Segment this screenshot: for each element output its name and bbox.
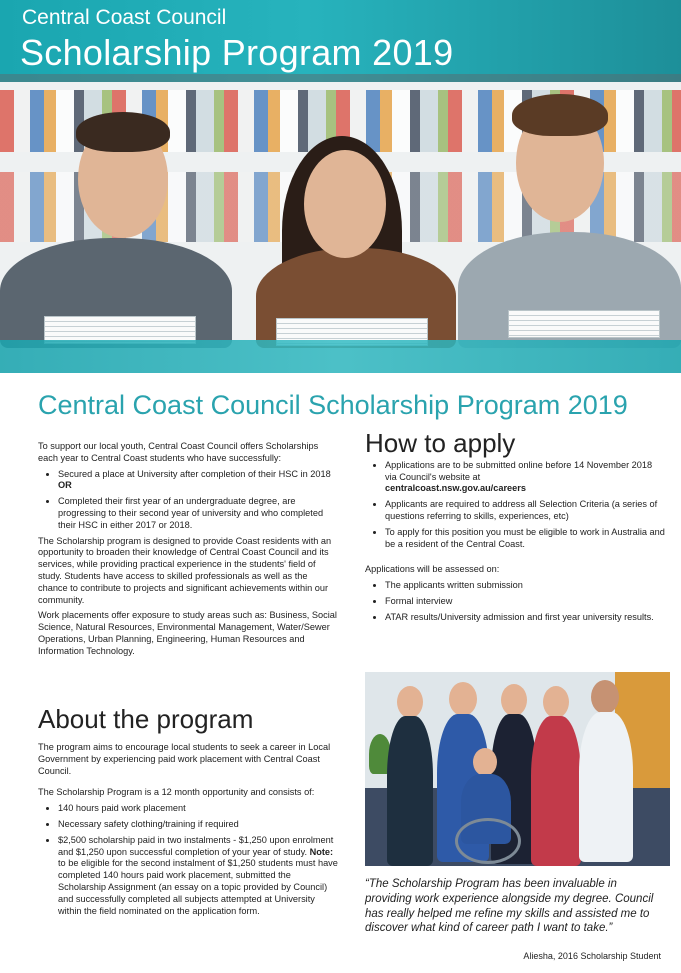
- about-heading: About the program: [38, 704, 254, 734]
- testimonial-attribution: Aliesha, 2016 Scholarship Student: [523, 951, 661, 961]
- eligibility-text: Secured a place at University after completion of their HSC in 2018: [58, 468, 331, 479]
- intro-section: [38, 441, 338, 662]
- photo-person-face: [591, 680, 619, 714]
- book-stack-right: [508, 310, 660, 338]
- list-item: • ATAR results/University admission and first year university results.: [385, 612, 665, 624]
- list-item: • To apply for this position you must be eligible to work in Australia and be a resident of the Central Coast.: [385, 527, 665, 551]
- apply-list: [365, 460, 665, 551]
- about-section: [38, 742, 338, 921]
- photo-person-face: [397, 686, 423, 718]
- intro-para-2: The Scholarship program is designed to provide Coast residents with an opportunity to broaden their knowledge of Central Coast Council and its services, while providing practical experience in the students' field of study. Students have access to skilled professionals as well as the chance to contribute to projects and significant achievements within our community.: [38, 535, 332, 605]
- student-middle-face: [304, 150, 386, 258]
- apply-section: [365, 428, 665, 628]
- apply-heading: How to apply: [365, 428, 516, 458]
- photo-person-body: [579, 712, 633, 862]
- about-para-2: The Scholarship Program is a 12 month opportunity and consists of:: [38, 787, 315, 798]
- photo-person-face: [543, 686, 569, 718]
- list-item: • Formal interview: [385, 596, 665, 608]
- photo-person-face: [473, 748, 497, 776]
- list-item: • Applicants are required to address all Selection Criteria (a series of questions referring to skills, experiences, etc): [385, 499, 665, 523]
- eligibility-list: [38, 469, 338, 532]
- photo-person-face: [501, 684, 527, 716]
- eligibility-text: Completed their first year of an undergraduate degree, are progressing to their second year of university and who completed their HSC in either 2017 or 2018.: [58, 496, 324, 530]
- photo-person-body: [531, 716, 581, 866]
- banner-teal-strip: [0, 340, 681, 373]
- testimonial-quote: “The Scholarship Program has been invaluable in providing work experience alongside my degree. Council has really helped me refine my skills and assisted me to discover what kind of career path I want to take.”: [365, 878, 654, 935]
- assessed-lead: Applications will be assessed on:: [365, 564, 500, 575]
- program-text: $2,500 scholarship paid in two instalments - $1,250 upon enrolment and $1,250 upon successful completion of your year of study.: [58, 834, 334, 857]
- list-item: [385, 460, 665, 495]
- list-item: [58, 496, 338, 531]
- list-item: • Necessary safety clothing/training if required: [58, 819, 338, 831]
- apply-text: Applications are to be submitted online before 14 November 2018 via Council's website at: [385, 459, 653, 482]
- program-text: to be eligible for the second instalment of $1,250 students must have completed 140 hours paid work placement, submitted the Scholarship Assignment (an essay on a topic provided by Council) and successfully completed all subjects attempted at University within the field nominated on the application form.: [58, 858, 338, 916]
- page-title: Central Coast Council Scholarship Program 2019: [38, 390, 628, 420]
- wheelchair: [455, 818, 521, 864]
- program-note-label: Note:: [309, 846, 334, 857]
- banner-title: Scholarship Program 2019: [20, 32, 454, 73]
- program-list: [38, 803, 338, 917]
- hero-banner: [0, 0, 681, 373]
- about-para-1: The program aims to encourage local students to seek a career in Local Government by experiencing paid work placement with Central Coast Council.: [38, 742, 331, 776]
- list-item: [58, 835, 338, 918]
- org-name: Central Coast Council: [22, 6, 227, 29]
- intro-lead: To support our local youth, Central Coast Council offers Scholarships each year to Central Coast students who have successfully:: [38, 441, 319, 463]
- photo-person-face: [449, 682, 477, 716]
- student-left-hair: [76, 112, 170, 152]
- list-item: • The applicants written submission: [385, 580, 665, 592]
- careers-link[interactable]: centralcoast.nsw.gov.au/careers: [385, 483, 526, 494]
- list-item: [58, 469, 338, 493]
- eligibility-or: OR: [58, 480, 72, 491]
- student-right-hair: [512, 94, 608, 136]
- group-photo: [365, 672, 670, 866]
- intro-para-3: Work placements offer exposure to study areas such as: Business, Social Science, Natural Resources, Environmental Management, Water/Sewer Operations, Urban Planning, Engineering, Human Resources and Information Technology.: [38, 610, 337, 656]
- list-item: • 140 hours paid work placement: [58, 803, 338, 815]
- assessment-list: [365, 580, 665, 623]
- photo-person-body: [387, 716, 433, 866]
